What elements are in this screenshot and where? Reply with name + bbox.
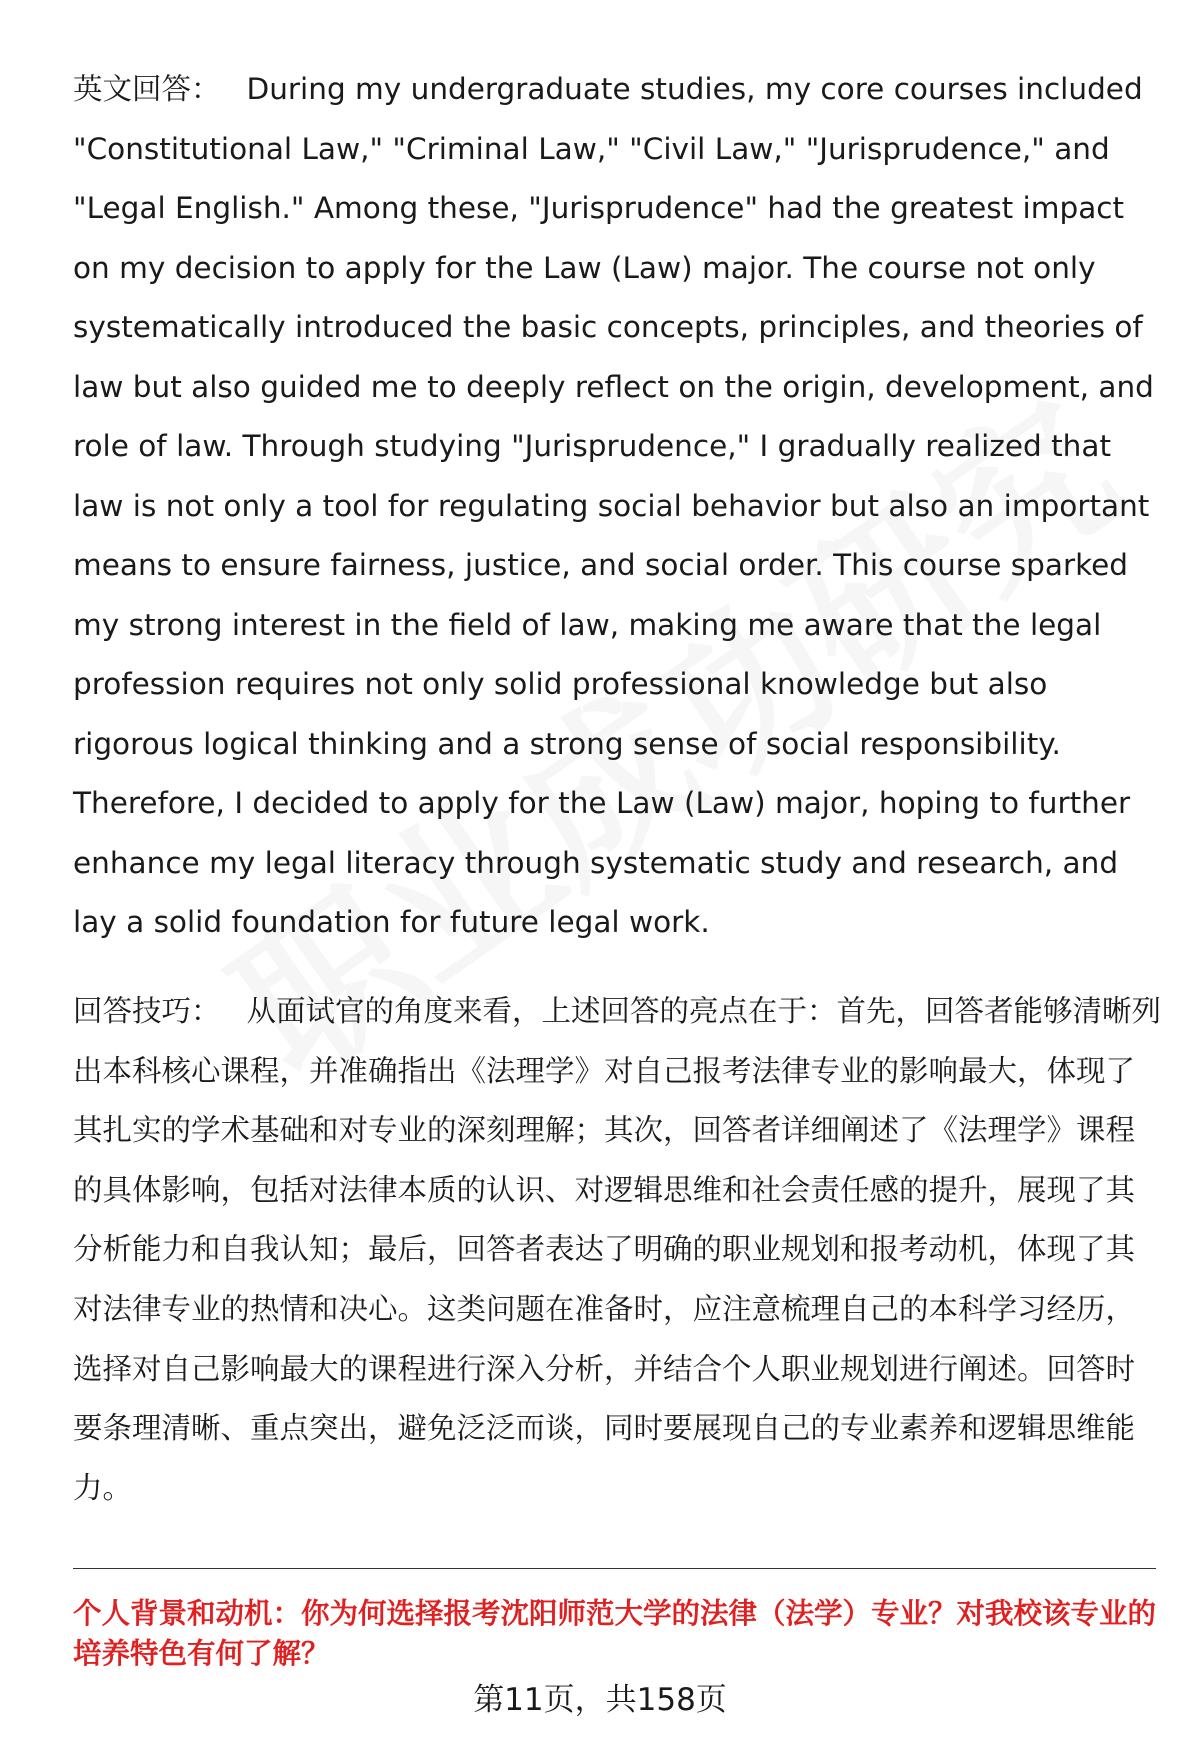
section-divider <box>73 1568 1156 1569</box>
english-answer-paragraph <box>73 60 1163 953</box>
next-question-heading: 个人背景和动机：你为何选择报考沈阳师范大学的法律（法学）专业？对我校该专业的培养特色有何了解？ <box>73 1597 1157 1670</box>
page-number-footer: 第11页，共158页 <box>473 1682 727 1718</box>
answer-tips-text: 从面试官的角度来看，上述回答的亮点在于：首先，回答者能够清晰列出本科核心课程，并准确指出《法理学》对自己报考法律专业的影响最大，体现了其扎实的学术基础和对专业的深刻理解；其次，回答者详细阐述了《法理学》课程的具体影响，包括对法律本质的认识、对逻辑思维和社会责任感的提升，展现了其分析能力和自我认知；最后，回答者表达了明确的职业规划和报考动机，体现了其对法律专业的热情和决心。这类问题在准备时，应注意梳理自己的本科学习经历，选择对自己影响最大的课程进行深入分析，并结合个人职业规划进行阐述。回答时要条理清晰、重点突出，避免泛泛而谈，同时要展现自己的专业素养和逻辑思维能力。 <box>73 994 1162 1505</box>
answer-tips-label: 回答技巧： <box>73 994 221 1028</box>
english-answer-label: 英文回答： <box>73 72 221 106</box>
answer-tips-paragraph <box>73 982 1163 1518</box>
english-answer-text: During my undergraduate studies, my core courses included "Constitutional Law," "Criminal Law," "Civil Law," "Jurisprudence," and "Legal English." Among these, "Jurisprudence" had the greatest impact on my decision to apply for the Law (Law) major. The course not only systematically introduced the basic concepts, principles, and theories of law but also guided me to deeply reflect on the origin, development, and role of law. Through studying "Jurisprudence," I gradually realized that law is not only a tool for regulating social behavior but also an important means to ensure fairness, justice, and social order. This course sparked my strong interest in the field of law, making me aware that the legal profession requires not only solid professional knowledge but also rigorous logical thinking and a strong sense of social responsibility. Therefore, I decided to apply for the Law (Law) major, hoping to further enhance my legal literacy through systematic study and research, and lay a solid foundation for future legal work. <box>73 72 1154 939</box>
